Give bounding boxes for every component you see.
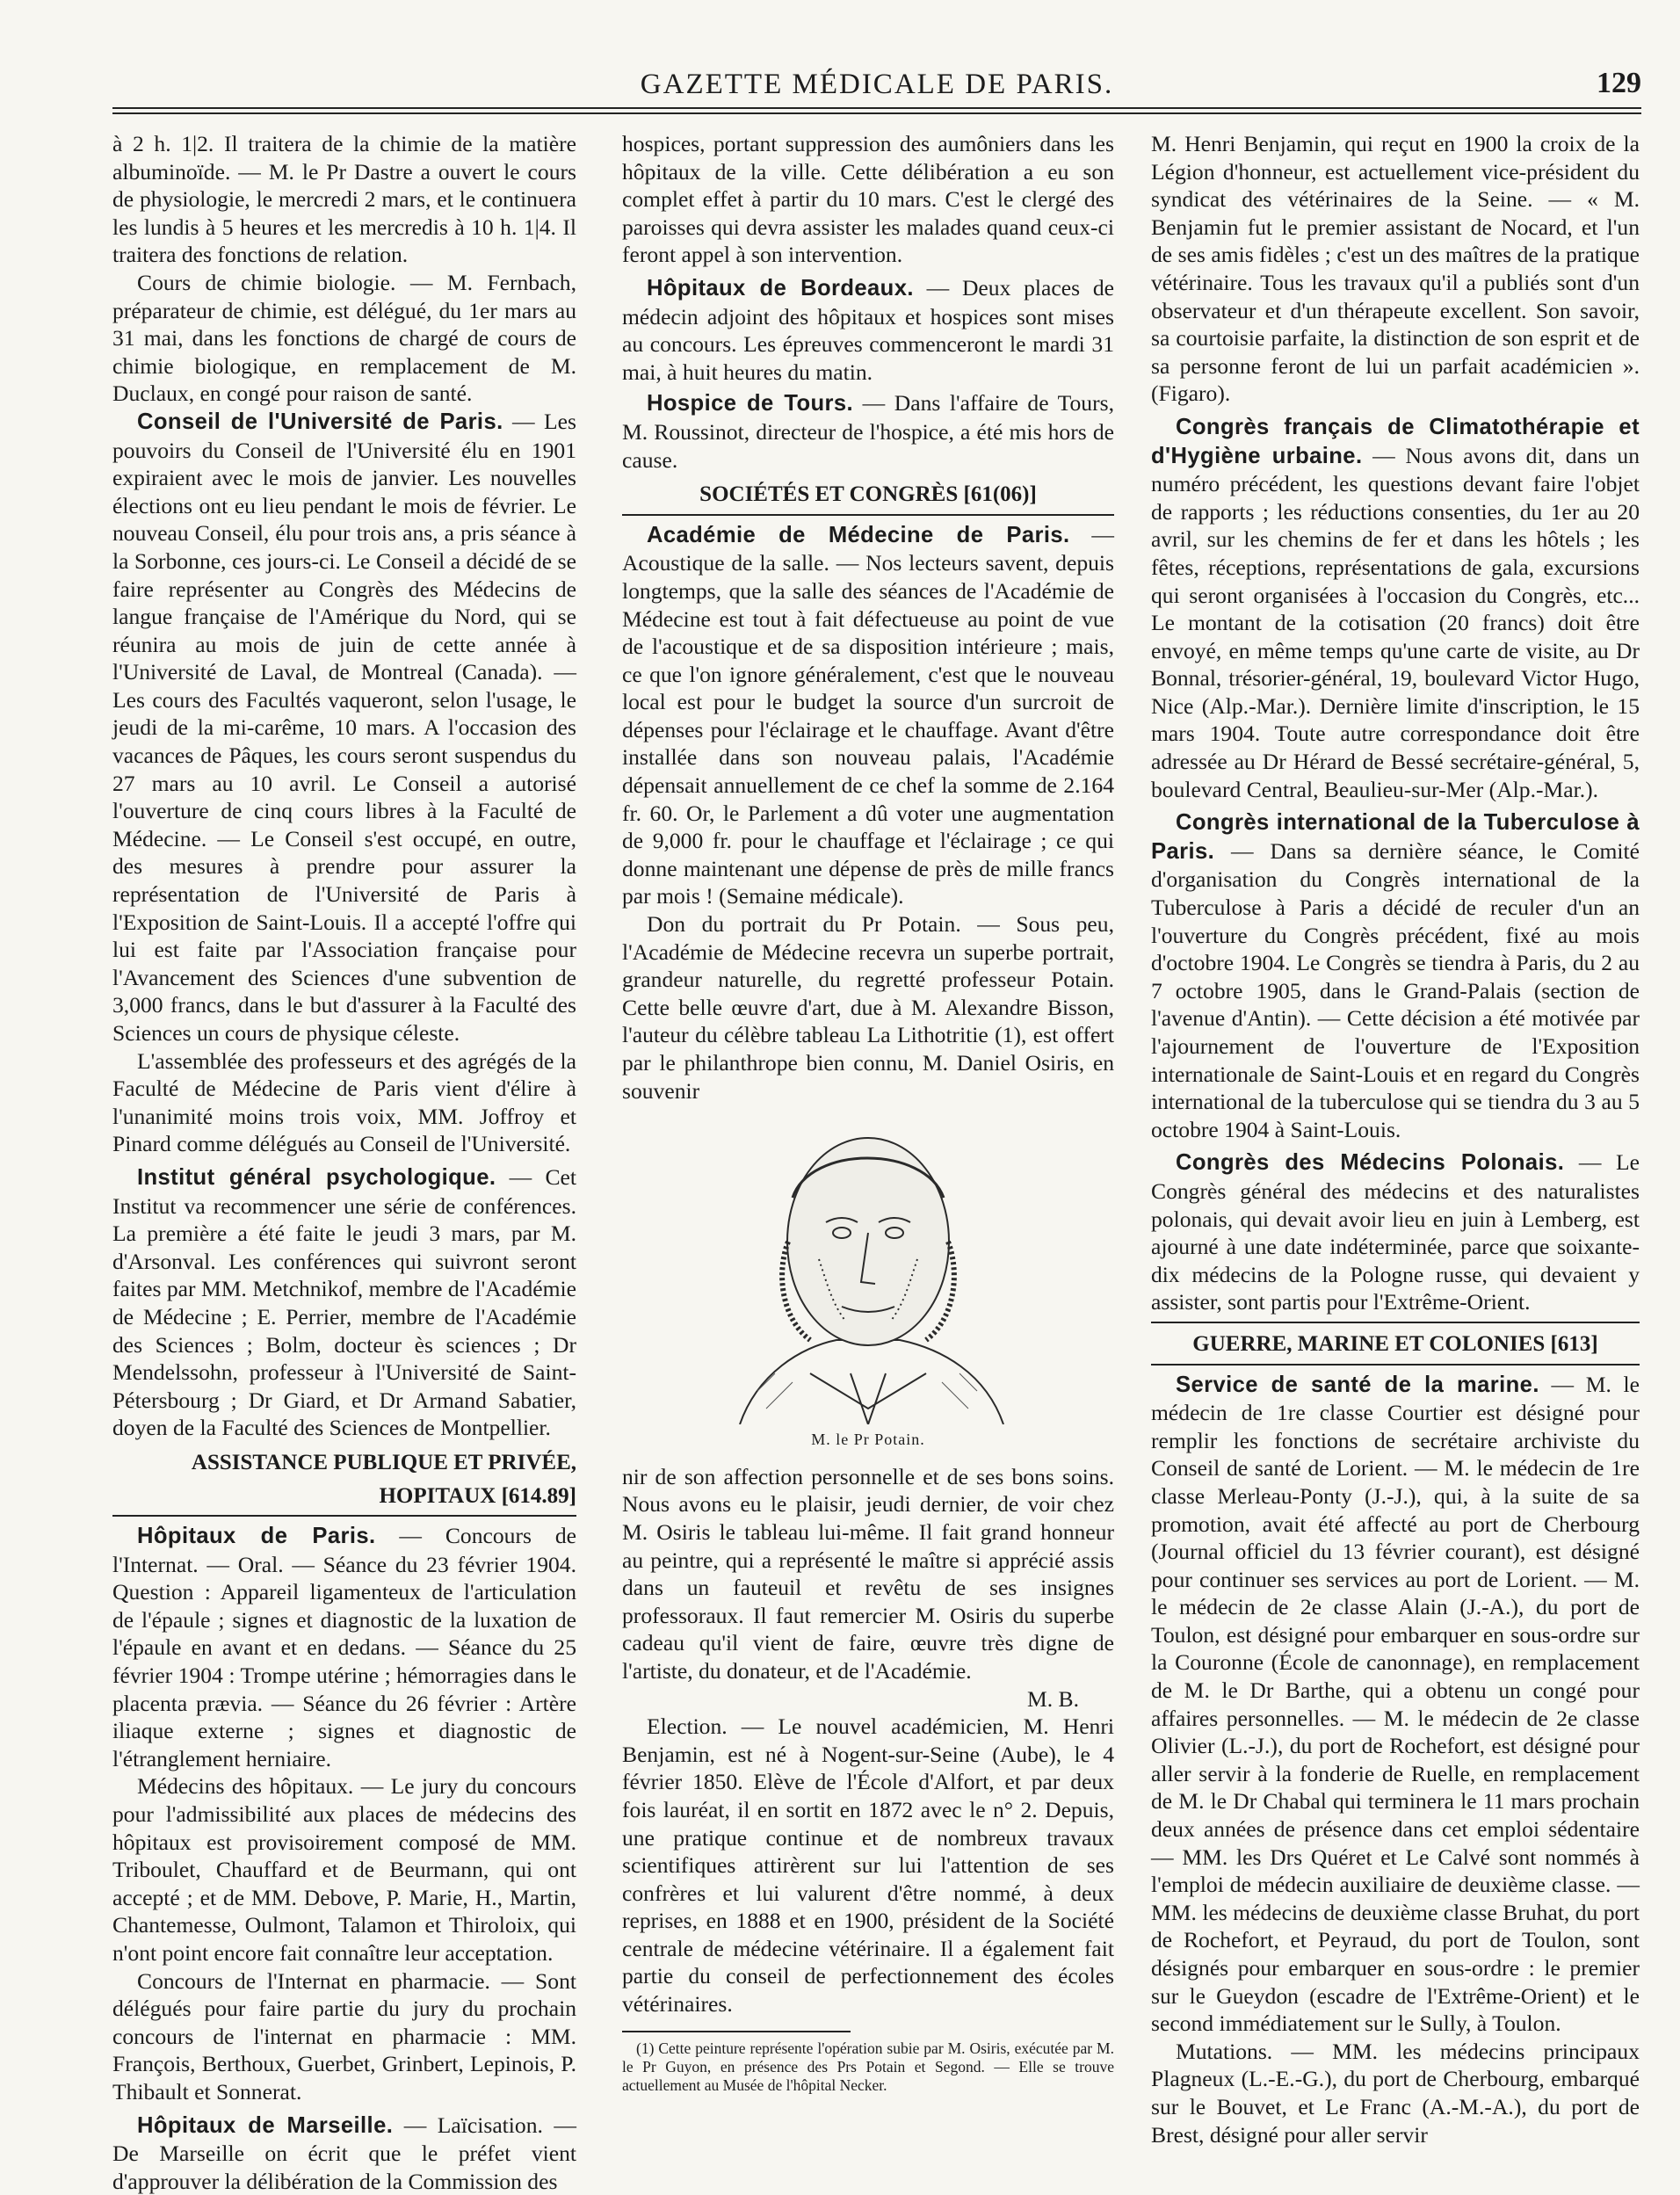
- article-heading: Académie de Médecine de Paris.: [647, 522, 1070, 547]
- section-rule: [112, 1515, 576, 1517]
- footnote-rule: [622, 2031, 851, 2032]
- article: [112, 1163, 576, 1442]
- paragraph: hospices, portant suppression des aumôniers dans les hôpitaux de la ville. Cette délibération a eu son complet effet à partir du 10 mars. C'est le clergé des paroisses qui devra assister les malades quand ceux-ci feront appel à son intervention.: [622, 131, 1114, 268]
- paragraph: nir de son affection personnelle et de ses bons soins. Nous avons eu le plaisir, jeudi dernier, de voir chez M. Osiris le tableau lui-même. Il fait grand honneur au peintre, qui a représenté le maître si apprécié assis dans un fauteuil et revêtu de ses insignes professoraux. Il faut remercier M. Osiris du superbe cadeau qu'il vient de faire, œuvre très digne de l'artiste, du donateur, et de l'Académie.: [622, 1463, 1114, 1684]
- article-heading: Institut général psychologique.: [137, 1164, 496, 1190]
- article: [1151, 413, 1640, 803]
- header-rule-bottom: [112, 112, 1641, 114]
- article-heading: Congrès international de la Tuberculose à Paris.: [1151, 810, 1640, 864]
- article-text: — Nous avons dit, dans un numéro précédent, les questions devant faire l'objet de rapports ; les réductions consenties, du 1er au 20 avril, sur les chemins de fer et dans les hôtels ; les fêtes, réceptions, représentations de gala, excursions qui seront organisées à l'occasion du Congrès, etc... Le montant de la cotisation (20 francs) doit être envoyé, en même temps qu'une carte de visite, au Dr Bonnal, trésorier-général, 19, boulevard Victor Hugo, Nice (Alp.-Mar.). Dernière limite d'inscription, le 15 mars 1904. Toute autre correspondance doit être adressée au Dr Hérard de Bessé secrétaire-général, 5, boulevard Central, Beaulieu-sur-Mer (Alp.-Mar.).: [1151, 442, 1640, 802]
- section-rule: [1151, 1322, 1640, 1323]
- paragraph: Don du portrait du Pr Potain. — Sous peu, l'Académie de Médecine recevra un superbe portrait, grandeur naturelle, du regretté professeur Potain. Cette belle œuvre d'art, due à M. Alexandre Bisson, l'auteur du célèbre tableau La Lithotritie (1), est offert par le philanthrope bien connu, M. Daniel Osiris, en souvenir: [622, 911, 1114, 1104]
- article: [1151, 1371, 1640, 2038]
- header-rule-top: [112, 107, 1641, 109]
- column-3: [1151, 130, 1640, 2148]
- paragraph: Cours de chimie biologie. — M. Fernbach, préparateur de chimie, est délégué, du 1er mars au 31 mai, dans les fonctions de chargé de cours de chimie biologique, en remplacement de M. Duclaux, en congé pour raison de santé.: [112, 269, 576, 407]
- article: [112, 2112, 576, 2195]
- article: [1151, 808, 1640, 1143]
- paragraph: L'assemblée des professeurs et des agrégés de la Faculté de Médecine de Paris vient d'élire à l'unanimité moins trois voix, MM. Joffroy et Pinard comme délégués au Conseil de l'Université.: [112, 1047, 576, 1157]
- article-heading: Congrès français de Climatothérapie et d'Hygiène urbaine.: [1151, 414, 1640, 468]
- article-text: — Laïcisation. — De Marseille on écrit que le préfet vient d'approuver la délibération de la Commission des: [112, 2112, 576, 2194]
- article: [622, 274, 1114, 386]
- article: [622, 389, 1114, 474]
- section-heading-assistance: ASSISTANCE PUBLIQUE ET PRIVÉE,: [191, 1450, 576, 1474]
- article-heading: Hôpitaux de Bordeaux.: [647, 275, 914, 301]
- footnote: (1) Cette peinture représente l'opération subie par M. Osiris, exécutée par M. le Pr Guyon, en présence des Prs Potain et Segond. — Elle se trouve actuellement au Musée de l'hôpital Necker.: [622, 2039, 1114, 2094]
- article-text: — Deux places de médecin adjoint des hôpitaux et hospices sont mises au concours. Les épreuves commenceront le mardi 31 mai, à huit heures du matin.: [622, 274, 1114, 385]
- article-text: — Concours de l'Internat. — Oral. — Séance du 23 février 1904. Question : Appareil ligamenteux de l'articulation de l'épaule ; signes et diagnostic de la luxation de l'épaule en avant et en dedans. — Séance du 25 février 1904 : Trompe utérine ; hémorragies dans le placenta prævia. — Séance du 26 février : Artère iliaque externe ; signes et diagnostic de l'étranglement herniaire.: [112, 1523, 577, 1771]
- paragraph: M. Henri Benjamin, qui reçut en 1900 la croix de la Légion d'honneur, est actuellement vice-président du syndicat des vétérinaires de la Seine. — « M. Benjamin fut le premier assistant de Nocard, et l'un de ses amis fidèles ; c'est un des maîtres de la pratique vétérinaire. Tous les travaux qu'il a publiés sont d'un observateur et d'un thérapeute excellent. Son savoir, sa courtoisie parfaite, la distinction de son esprit et de sa personne feront de lui un parfait académicien ». (Figaro).: [1151, 131, 1640, 407]
- section-heading-societes: SOCIÉTÉS ET CONGRÈS [61(06)]: [699, 482, 1037, 507]
- signature: M. B.: [1026, 1685, 1079, 1712]
- article-text: — M. le médecin de 1re classe Courtier est désigné pour remplir les fonctions de secrétaire archiviste du Conseil de santé de Lorient. — M. le médecin de 1re classe Merleau-Ponty (J.-J.), qui, à la suite de sa promotion, avait été affecté au port de Cherbourg (Journal officiel du 13 février courant), est désigné pour continuer ses services au port de Lorient. — M. le médecin de 2e classe Alain (J.-A.), du port de Toulon, est désigné pour embarquer en sous-ordre sur la Couronne (École de canonnage), en remplacement de M. le Dr Barthe, qui a obtenu un congé pour affaires personnelles. — M. le médecin de 2e classe Olivier (L.-J.), du port de Rochefort, est désigné pour aller servir à la fonderie de Ruelle, en remplacement de M. le Dr Chabal qui terminera le 11 mars prochain deux années de présence dans cet emploi sédentaire — MM. les Drs Quéret et Le Calvé sont nommés à l'emploi de médecin auxiliaire de deuxième classe. — MM. les médecins de deuxième classe Bruhat, du port de Rochefort, et Peyraud, du port de Toulon, sont désignés pour embarquer en sous-ordre : le premier sur le Gueydon (escadre de l'Extrême-Orient) et le second immédiatement sur le Sully, à Toulon.: [1151, 1371, 1640, 2037]
- article-heading: Hôpitaux de Paris.: [137, 1524, 376, 1549]
- article-heading: Service de santé de la marine.: [1176, 1372, 1539, 1397]
- page-number: 129: [1597, 67, 1641, 99]
- article-text: — Le Congrès général des médecins et des naturalistes polonais, qui devait avoir lieu en juin à Lemberg, est ajourné à une date indéterminée, parce que soixante-dix médecins de la Pologne russe, qui devaient y assister, sont partis pour l'Extrême-Orient.: [1151, 1149, 1640, 1315]
- article-heading: Congrès des Médecins Polonais.: [1176, 1150, 1565, 1176]
- paragraph: Concours de l'Internat en pharmacie. — Sont délégués pour faire partie du jury du prochain concours de l'internat en pharmacie : MM. François, Berthoux, Guerbet, Grinbert, Lepinois, P. Thibault et Sonnerat.: [112, 1967, 576, 2104]
- article-text: — Les pouvoirs du Conseil de l'Université élu en 1901 expiraient avec le mois de janvier. Les nouvelles élections ont eu lieu pendant le mois de février. Le nouveau Conseil, élu pour trois ans, a pris séance à la Sorbonne, ces jours-ci. Le Conseil a décidé de se faire représenter au Congrès des Médecins de langue française de l'Amérique du Nord, qui se réunira au mois de juin de cette année à l'Université de Laval, de Montreal (Canada). — Les cours des Facultés vaqueront, selon l'usage, le jeudi de la mi-carême, 10 mars. A l'occasion des vacances de Pâques, les cours seront suspendus du 27 mars au 10 avril. Le Conseil a autorisé l'ouverture de cinq cours libres à la Faculté de Médecine. — Le Conseil s'est occupé, en outre, des mesures à prendre pour assurer la représentation de l'Université de Paris à l'Exposition de Saint-Louis. Il a accepté l'offre qui lui est faite par l'Association française pour l'Avancement des Sciences d'une subvention de 3,000 francs, dans le but d'assurer à la Faculté des Sciences un cours de physique céleste.: [112, 408, 576, 1046]
- section-heading-guerre: GUERRE, MARINE ET COLONIES [613]: [1192, 1331, 1598, 1356]
- paragraph: Election. — Le nouvel académicien, M. Henri Benjamin, est né à Nogent-sur-Seine (Aube), le 4 février 1850. Elève de l'École d'Alfort, et par deux fois lauréat, il en sortit en 1872 avec le n° 2. Depuis, une pratique continue et de nombreux travaux scientifiques attirèrent sur lui l'attention de ses confrères et lui valurent d'être nommé, à deux reprises, en 1888 et en 1900, président de la Société centrale de médecine vétérinaire. Il a également fait partie du conseil de perfectionnement des écoles vétérinaires.: [622, 1713, 1114, 2018]
- article-text: — Acoustique de la salle. — Nos lecteurs savent, depuis longtemps, que la salle des séances de l'Académie de Médecine est tout à fait défectueuse au point de vue de l'acoustique et de sa disposition intérieure ; mais, ce que l'on ignore généralement, c'est que le nouveau local est pour le budget la source d'un surcroit de dépenses pour l'éclairage et le chauffage. Avant d'être installée dans son nouveau palais, l'Académie dépensait annuellement de ce chef la somme de 2.164 fr. 60. Or, le Parlement a dû voter une augmentation de 9,000 fr. pour le chauffage et l'éclairage ; ce qui donne maintenant une dépense de près de mille francs par mois ! (Semaine médicale).: [622, 521, 1114, 909]
- paragraph: Médecins des hôpitaux. — Le jury du concours pour l'admissibilité aux places de médecins des hôpitaux est provisoirement composé de MM. Triboulet, Chauffard et de Beurmann, qui ont accepté ; et de MM. Debove, P. Marie, H., Martin, Chantemesse, Oulmont, Talamon et Thiroloix, qui n'ont point encore fait connaître leur acceptation.: [112, 1773, 576, 1966]
- article: [1151, 1148, 1640, 1316]
- article-heading: Conseil de l'Université de Paris.: [137, 409, 503, 434]
- column-1: [112, 130, 576, 2195]
- article: [622, 521, 1114, 910]
- article-text: — Dans sa dernière séance, le Comité d'organisation du Congrès international de la Tuberculose à Paris a décidé de reculer d'un an l'ouverture du Congrès précédent, fixé au mois d'octobre 1904. Le Congrès se tiendra à Paris, du 2 au 7 octobre 1905, dans le Grand-Palais (section de l'avenue d'Antin). — Cette décision a été motivée par l'ajournement de l'ouverture de l'Exposition internationale de Saint-Louis et en regard du Congrès international de la tuberculose qui se tiendra du 3 au 5 octobre 1904 à Saint-Louis.: [1151, 837, 1640, 1142]
- section-rule: [622, 514, 1114, 516]
- article-text: — Dans l'affaire de Tours, M. Roussinot, directeur de l'hospice, a été mis hors de cause.: [622, 390, 1114, 473]
- article-heading: Hospice de Tours.: [647, 391, 854, 417]
- article: [112, 408, 576, 1047]
- portrait-caption: M. le Pr Potain.: [811, 1431, 925, 1449]
- journal-title: GAZETTE MÉDICALE DE PARIS.: [640, 69, 1114, 100]
- page-header: [112, 63, 1641, 102]
- article: [112, 1522, 576, 1772]
- paragraph: à 2 h. 1|2. Il traitera de la chimie de la matière albuminoïde. — M. le Pr Dastre a ouvert le cours de physiologie, le mercredi 2 mars, et le continuera les lundis à 5 heures et les mercredis à 10 h. 1|4. Il traitera des fonctions de relation.: [112, 131, 576, 268]
- article-heading: Hôpitaux de Marseille.: [137, 2112, 394, 2138]
- article-text: — Cet Institut va recommencer une série de conférences. La première a été faite le jeudi 3 mars, par M. d'Arsonval. Les conférences qui suivront seront faites par MM. Metchnikof, membre de l'Académie de Médecine ; E. Perrier, membre de l'Académie des Sciences ; Bolm, docteur ès sciences ; Dr Mendelssohn, professeur à l'Université de Saint-Pétersbourg ; Dr Giard, et Dr Armand Sabatier, doyen de la Faculté des Sciences de Montpellier.: [112, 1163, 576, 1441]
- section-rule: [1151, 1364, 1640, 1366]
- paragraph: Mutations. — MM. les médecins principaux Plagneux (L.-E.-G.), du port de Cherbourg, embarqué sur le Bouvet, et Le Franc (A.-M.-A.), du port de Brest, désigné pour aller servir: [1151, 2038, 1640, 2148]
- portrait-engraving: [678, 1110, 1058, 1424]
- column-2: [622, 130, 1114, 2095]
- section-heading-hopitaux: HOPITAUX [614.89]: [379, 1483, 576, 1508]
